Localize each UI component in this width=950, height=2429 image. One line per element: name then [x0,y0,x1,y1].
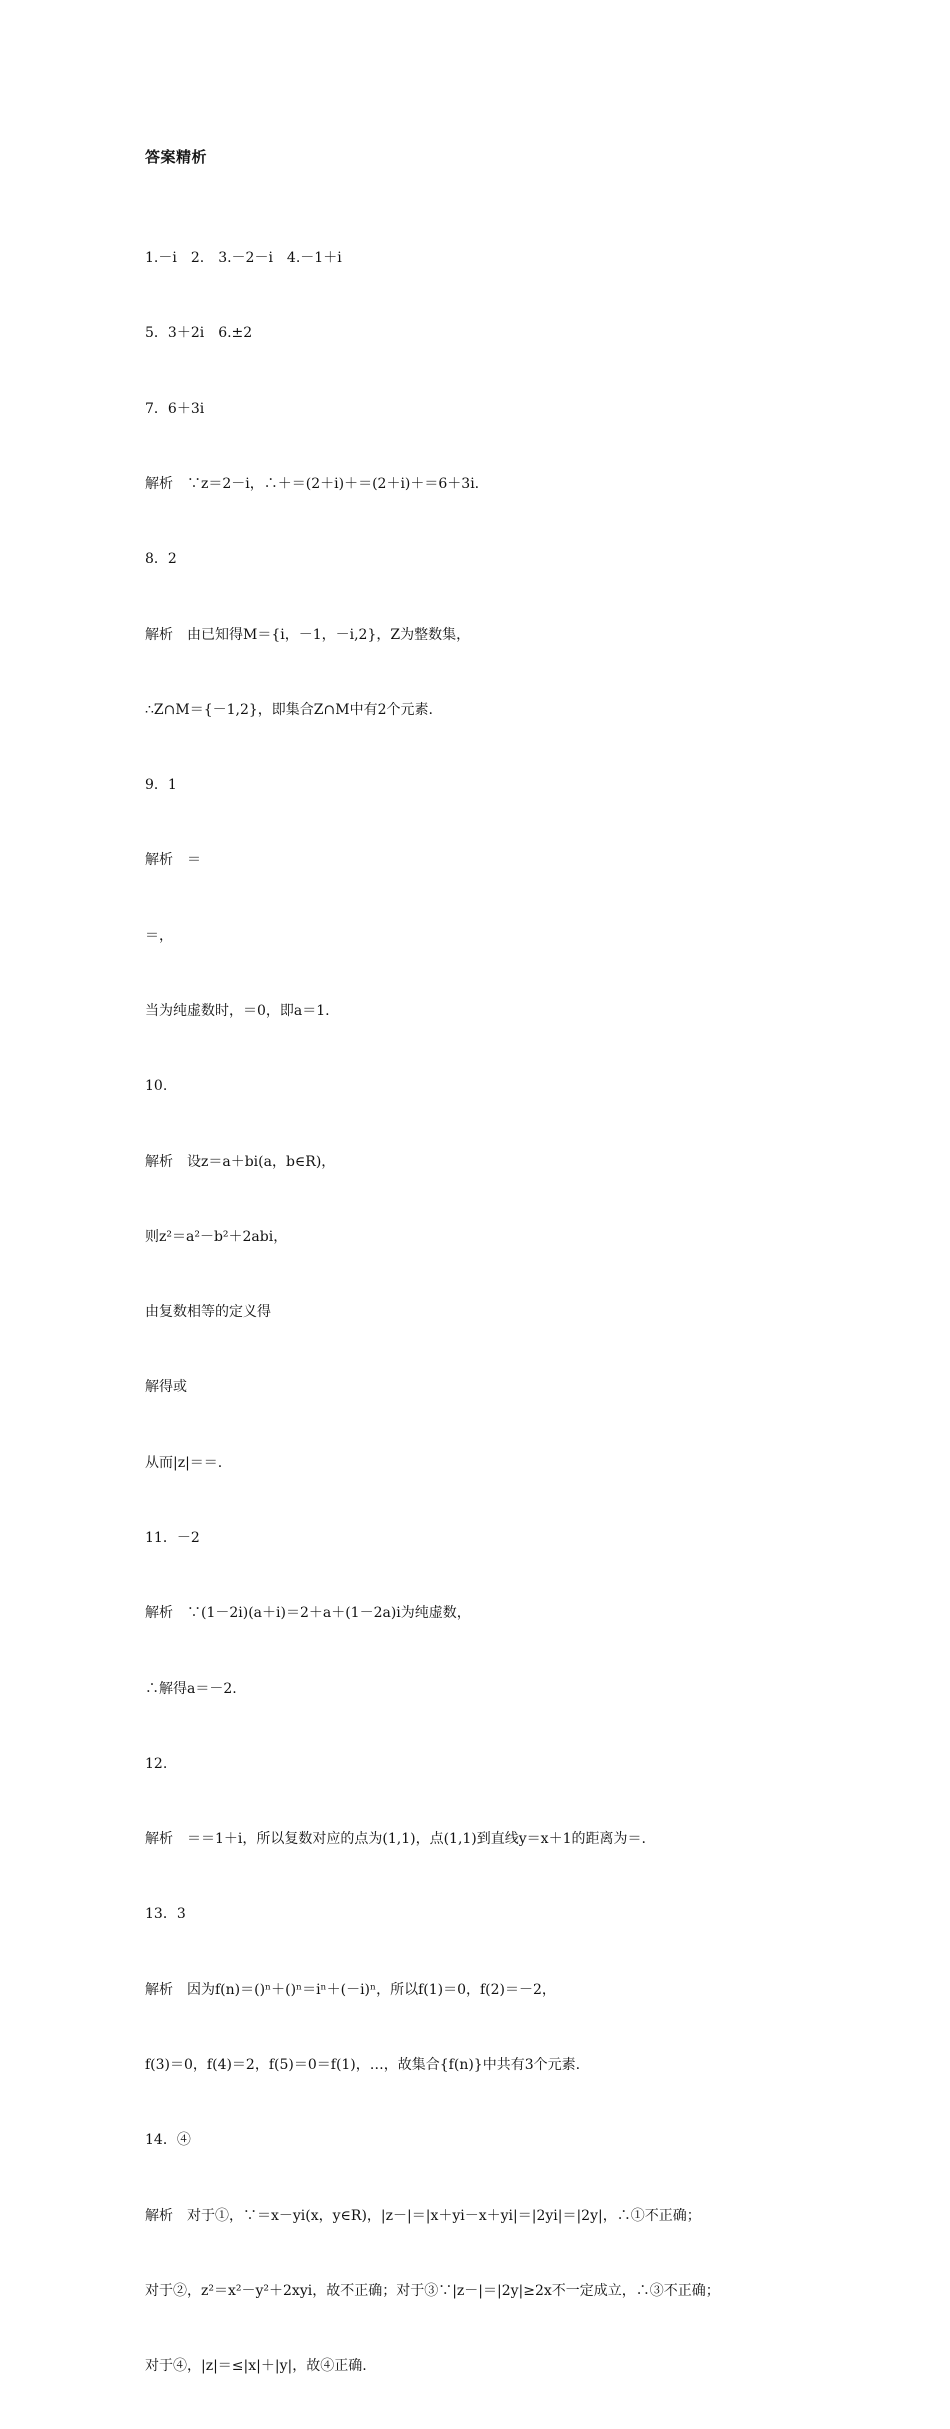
answer-line: 7．6＋3i [145,400,205,417]
answer-line: 13．3 [145,1906,186,1923]
answer-line: 解析 由已知得M＝{i，－1，－i,2}，Z为整数集， [145,626,471,643]
answer-line: 当为纯虚数时，＝0，即a＝1. [145,1003,330,1019]
answer-line: 解析 ∵(1－2i)(a＋i)＝2＋a＋(1－2a)i为纯虚数， [145,1605,471,1622]
answer-line: 解析 因为f(n)＝()ⁿ＋()ⁿ＝iⁿ＋(－i)ⁿ，所以f(1)＝0，f(2)＝－2， [145,1981,556,1998]
answer-line: 14．④ [145,2132,191,2149]
answer-line: 8．2 [145,551,177,568]
answer-line: 则z²＝a²－b²＋2abi， [145,1228,288,1245]
answer-line: 5．3＋2i 6.±2 [145,325,253,342]
answer-line: 由复数相等的定义得 [145,1304,271,1321]
answer-line: 解析 对于①，∵＝x－yi(x，y∈R)，|z－|＝|x＋yi－x＋yi|＝|2yi|＝|2y|，∴①不正确； [145,2207,701,2224]
answer-line: 9．1 [145,777,177,794]
answer-line: 11．－2 [145,1529,200,1546]
answer-line: 解析 设z＝a＋bi(a，b∈R)， [145,1153,336,1170]
answer-line: 10. [145,1078,168,1095]
answer-body [145,196,825,2429]
answer-line: ∴Z∩M＝{－1,2}，即集合Z∩M中有2个元素. [145,701,433,718]
answer-line: 对于②，z²＝x²－y²＋2xyi，故不正确；对于③∵|z－|＝|2y|≥2x不一定成立，∴③不正确； [145,2282,720,2299]
answer-line: 12. [145,1755,168,1772]
answer-line: ＝， [145,927,173,944]
answer-line: 对于④，|z|＝≤|x|＋|y|，故④正确. [145,2358,367,2375]
answer-line: 解得或 [145,1379,187,1396]
answer-line: 1.－i 2. 3.－2－i 4.－1＋i [145,250,342,267]
answer-line: ∴解得a＝－2. [145,1680,237,1697]
answer-line: 解析 ∵z＝2－i，∴＋＝(2＋i)＋＝(2＋i)＋＝6＋3i. [145,476,480,493]
answer-heading: 答案精析 [145,148,208,166]
answer-line: f(3)＝0，f(4)＝2，f(5)＝0＝f(1)，…，故集合{f(n)}中共有3个元素. [145,2056,581,2073]
answer-line: 解析 ＝＝1＋i，所以复数对应的点为(1,1)，点(1,1)到直线y＝x＋1的距离为＝. [145,1831,646,1848]
answer-line: 从而|z|＝＝. [145,1454,223,1471]
answer-line: 解析 ＝ [145,852,201,869]
